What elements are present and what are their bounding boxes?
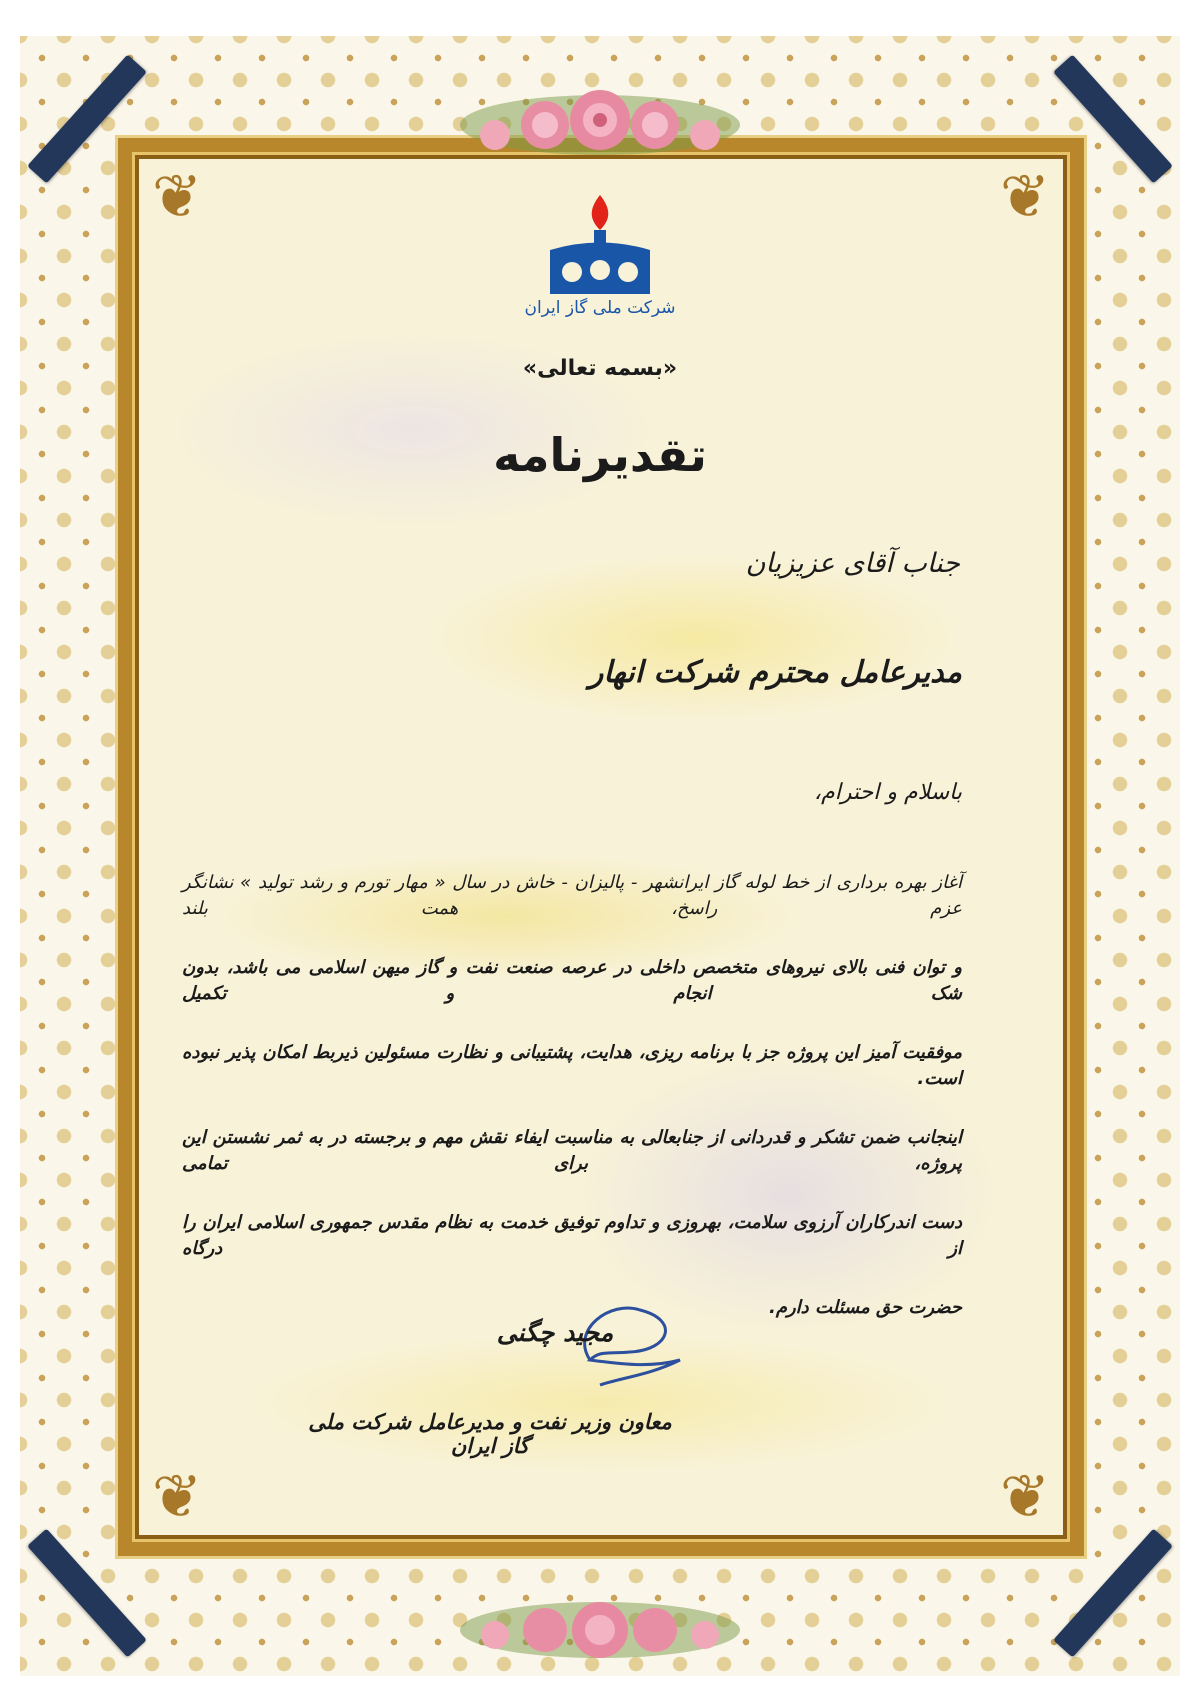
signer-position: معاون وزیر نفت و مدیرعامل شرکت ملی گاز ایران [308,1410,672,1458]
greeting: باسلام و احترام، [814,780,962,805]
basmala: «بسمه تعالی» [522,356,678,381]
ornament-corner-icon: ❦ [151,1462,203,1532]
ornament-corner-icon: ❦ [999,1462,1051,1532]
roses-ornament-top [450,80,750,170]
body-line-5: دست اندرکاران آرزوی سلامت، بهروزی و تداوم توفیق خدمت به نظام مقدس جمهوری اسلامی ایران را از درگاه [182,1212,962,1259]
body-line-3: موفقیت آمیز این پروژه جز با برنامه ریزی، هدایت، پشتیبانی و نظارت مسئولین ذیربط امکان پذیر نبوده است. [182,1042,962,1089]
page-title: تقدیرنامه [493,428,707,482]
recipient-name: جناب آقای عزیزیان [745,548,960,579]
ornament-corner-icon: ❦ [151,162,203,232]
organization-name: شرکت ملی گاز ایران [524,298,676,318]
recipient-title: مدیرعامل محترم شرکت انهار [588,655,962,690]
signer-name: مجید چگنی [496,1318,614,1347]
roses-ornament-bottom [450,1590,750,1680]
body-line-2: و توان فنی بالای نیروهای متخصص داخلی در عرصه صنعت نفت و گاز میهن اسلامی می باشد، بدون شک انجام و تکمیل [182,957,962,1004]
body-line-4: اینجانب ضمن تشکر و قدردانی از جنابعالی به مناسبت ایفاء نقش مهم و برجسته در به ثمر نشستن این پروژه، برای تمامی [182,1127,962,1174]
body-line-1: آغاز بهره برداری از خط لوله گاز ایرانشهر - پالیزان - خاش در سال « مهار تورم و رشد تولید » نشانگر عزم راسخ، همت بلند [182,872,962,919]
ornament-corner-icon: ❦ [999,162,1051,232]
closing-line: حضرت حق مسئلت دارم. [768,1297,962,1318]
